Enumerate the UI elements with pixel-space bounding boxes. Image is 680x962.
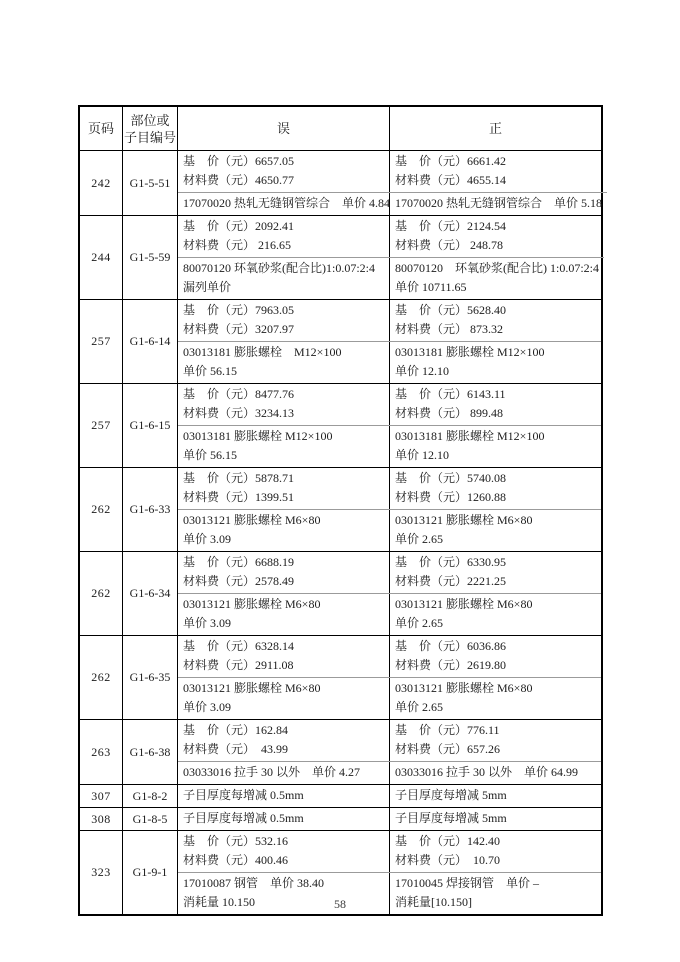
wrong-cell xyxy=(178,384,390,425)
correct-cell xyxy=(390,426,601,467)
row-content xyxy=(178,384,601,467)
correct-text-line: 材料费（元） 10.70 xyxy=(395,853,501,867)
correct-cell xyxy=(390,151,607,192)
wrong-text-line: 材料费（元）400.46 xyxy=(183,853,289,867)
wrong-text-line: 03013121 膨胀螺栓 M6×80 xyxy=(183,513,321,527)
row-subrow xyxy=(178,341,601,383)
wrong-text-line: 基 价（元）532.16 xyxy=(183,834,289,848)
wrong-text-line: 材料费（元） 43.99 xyxy=(183,742,289,756)
errata-table xyxy=(78,105,603,916)
row-page-number: 262 xyxy=(80,552,123,635)
wrong-cell xyxy=(178,151,390,192)
correct-text-line: 材料费（元）4655.14 xyxy=(395,173,507,187)
correct-cell xyxy=(390,510,601,551)
correct-text-line: 03013181 膨胀螺栓 M12×100 xyxy=(395,429,545,443)
correct-text-line: 基 价（元）5628.40 xyxy=(395,303,507,317)
wrong-cell xyxy=(178,678,390,719)
table-row xyxy=(80,150,601,215)
row-page-number: 257 xyxy=(80,300,123,383)
correct-text-line: 单价 12.10 xyxy=(395,448,450,462)
row-item-code: G1-9-1 xyxy=(123,831,178,914)
correct-cell xyxy=(390,258,604,299)
table-row xyxy=(80,719,601,784)
row-subrow xyxy=(178,720,601,761)
table-row xyxy=(80,467,601,551)
correct-cell xyxy=(390,468,601,509)
row-content xyxy=(178,216,604,299)
correct-text-line: 单价 2.65 xyxy=(395,700,444,714)
table-row xyxy=(80,383,601,467)
correct-text-line: 单价 2.65 xyxy=(395,532,444,546)
row-item-code: G1-8-2 xyxy=(123,785,178,807)
correct-text-line: 材料费（元）1260.88 xyxy=(395,490,507,504)
wrong-text-line: 基 价（元）2092.41 xyxy=(183,219,295,233)
wrong-cell xyxy=(178,300,390,341)
row-subrow xyxy=(178,785,601,807)
wrong-text-line: 单价 56.15 xyxy=(183,364,238,378)
wrong-text-line: 03013181 膨胀螺栓 M12×100 xyxy=(183,429,333,443)
table-row xyxy=(80,635,601,719)
row-content xyxy=(178,552,601,635)
correct-text-line: 80070120 环氧砂浆(配合比) 1:0.07:2:4 xyxy=(395,261,599,275)
wrong-text-line: 材料费（元）3234.13 xyxy=(183,406,295,420)
wrong-text-line: 单价 56.15 xyxy=(183,448,238,462)
correct-cell xyxy=(390,762,601,784)
correct-cell xyxy=(390,342,601,383)
correct-text-line: 03013181 膨胀螺栓 M12×100 xyxy=(395,345,545,359)
correct-text-line: 单价 12.10 xyxy=(395,364,450,378)
correct-text-line: 基 价（元）2124.54 xyxy=(395,219,507,233)
wrong-text-line: 材料费（元）2911.08 xyxy=(183,658,294,672)
correct-cell xyxy=(390,300,601,341)
correct-cell xyxy=(390,552,601,593)
row-subrow xyxy=(178,257,604,299)
wrong-text-line: 子目厚度每增减 0.5mm xyxy=(183,811,304,825)
table-row xyxy=(80,299,601,383)
row-item-code: G1-6-15 xyxy=(123,384,178,467)
wrong-text-line: 子目厚度每增减 0.5mm xyxy=(183,788,304,802)
wrong-cell xyxy=(178,636,390,677)
correct-text-line: 材料费（元） 873.32 xyxy=(395,322,504,336)
correct-text-line: 03033016 拉手 30 以外 单价 64.99 xyxy=(395,765,579,779)
wrong-text-line: 基 价（元）5878.71 xyxy=(183,471,295,485)
wrong-text-line: 材料费（元） 216.65 xyxy=(183,238,292,252)
correct-text-line: 材料费（元）2619.80 xyxy=(395,658,507,672)
correct-text-line: 03013121 膨胀螺栓 M6×80 xyxy=(395,513,533,527)
wrong-cell xyxy=(178,808,390,830)
wrong-text-line: 漏列单价 xyxy=(183,280,232,294)
row-content xyxy=(178,808,601,830)
row-subrow xyxy=(178,831,601,872)
correct-text-line: 消耗量[10.150] xyxy=(395,895,472,909)
correct-cell xyxy=(390,594,601,635)
wrong-cell xyxy=(178,762,390,784)
wrong-cell xyxy=(178,552,390,593)
table-row xyxy=(80,807,601,830)
header-correct-column xyxy=(390,107,601,150)
correct-text-line: 03013121 膨胀螺栓 M6×80 xyxy=(395,681,533,695)
correct-text-line: 基 价（元）776.11 xyxy=(395,723,500,737)
header-correct-label: 正 xyxy=(488,121,502,136)
wrong-text-line: 消耗量 10.150 xyxy=(183,895,256,909)
row-page-number: 263 xyxy=(80,720,123,784)
correct-cell xyxy=(390,193,607,215)
correct-text-line: 材料费（元） 248.78 xyxy=(395,238,504,252)
correct-text-line: 基 价（元）6143.11 xyxy=(395,387,506,401)
correct-cell xyxy=(390,384,601,425)
row-subrow xyxy=(178,593,601,635)
correct-text-line: 基 价（元）5740.08 xyxy=(395,471,507,485)
wrong-text-line: 03013121 膨胀螺栓 M6×80 xyxy=(183,681,321,695)
correct-text-line: 子目厚度每增减 5mm xyxy=(395,811,507,825)
table-row xyxy=(80,215,601,299)
wrong-cell xyxy=(178,258,390,299)
correct-cell xyxy=(390,720,601,761)
row-page-number: 323 xyxy=(80,831,123,914)
wrong-text-line: 03013181 膨胀螺栓 M12×100 xyxy=(183,345,342,359)
wrong-text-line: 17070020 热轧无缝钢管综合 单价 4.84 xyxy=(183,196,391,210)
header-wrong-label: 误 xyxy=(276,121,290,136)
row-item-code: G1-6-35 xyxy=(123,636,178,719)
wrong-text-line: 基 价（元）7963.05 xyxy=(183,303,295,317)
correct-cell xyxy=(390,216,604,257)
row-subrow xyxy=(178,468,601,509)
correct-cell xyxy=(390,808,601,830)
wrong-cell xyxy=(178,426,390,467)
row-item-code: G1-6-33 xyxy=(123,468,178,551)
wrong-cell xyxy=(178,216,390,257)
correct-cell xyxy=(390,678,601,719)
row-subrow xyxy=(178,677,601,719)
correct-text-line: 子目厚度每增减 5mm xyxy=(395,788,507,802)
wrong-text-line: 基 价（元）6688.19 xyxy=(183,555,295,569)
correct-cell xyxy=(390,636,601,677)
wrong-text-line: 基 价（元）162.84 xyxy=(183,723,289,737)
row-page-number: 244 xyxy=(80,216,123,299)
wrong-text-line: 基 价（元）6657.05 xyxy=(183,154,295,168)
row-subrow xyxy=(178,509,601,551)
row-item-code: G1-8-5 xyxy=(123,808,178,830)
row-subrow xyxy=(178,216,604,257)
table-row xyxy=(80,551,601,635)
correct-cell xyxy=(390,831,601,872)
row-content xyxy=(178,300,601,383)
wrong-text-line: 80070120 环氧砂浆(配合比)1:0.07:2:4 xyxy=(183,261,375,275)
row-page-number: 257 xyxy=(80,384,123,467)
wrong-text-line: 单价 3.09 xyxy=(183,616,232,630)
correct-text-line: 基 价（元）142.40 xyxy=(395,834,501,848)
header-code-label-line1: 部位或 xyxy=(130,112,170,128)
row-item-code: G1-6-34 xyxy=(123,552,178,635)
wrong-text-line: 材料费（元）3207.97 xyxy=(183,322,295,336)
correct-text-line: 17010045 焊接钢管 单价 – xyxy=(395,876,540,890)
row-subrow xyxy=(178,300,601,341)
table-body xyxy=(80,150,601,914)
correct-text-line: 材料费（元）657.26 xyxy=(395,742,501,756)
row-subrow xyxy=(178,425,601,467)
wrong-text-line: 材料费（元）4650.77 xyxy=(183,173,295,187)
header-code-label-line2: 子目编号 xyxy=(123,129,176,145)
wrong-text-line: 单价 3.09 xyxy=(183,532,232,546)
row-page-number: 307 xyxy=(80,785,123,807)
row-subrow xyxy=(178,761,601,784)
wrong-cell xyxy=(178,831,390,872)
wrong-cell xyxy=(178,510,390,551)
row-page-number: 308 xyxy=(80,808,123,830)
row-content xyxy=(178,636,601,719)
correct-text-line: 03013121 膨胀螺栓 M6×80 xyxy=(395,597,533,611)
row-content xyxy=(178,468,601,551)
header-page-column xyxy=(80,107,123,150)
correct-cell xyxy=(390,785,601,807)
header-page-label: 页码 xyxy=(87,121,114,136)
correct-text-line: 基 价（元）6330.95 xyxy=(395,555,507,569)
wrong-cell xyxy=(178,785,390,807)
row-item-code: G1-5-51 xyxy=(123,151,178,215)
correct-text-line: 基 价（元）6661.42 xyxy=(395,154,507,168)
row-content xyxy=(178,720,601,784)
wrong-text-line: 03013121 膨胀螺栓 M6×80 xyxy=(183,597,321,611)
wrong-text-line: 03033016 拉手 30 以外 单价 4.27 xyxy=(183,765,361,779)
wrong-cell xyxy=(178,594,390,635)
page-number: 58 xyxy=(334,897,346,911)
correct-text-line: 基 价（元）6036.86 xyxy=(395,639,507,653)
row-content xyxy=(178,785,601,807)
correct-text-line: 单价 10711.65 xyxy=(395,280,467,294)
wrong-text-line: 材料费（元）1399.51 xyxy=(183,490,295,504)
correct-text-line: 单价 2.65 xyxy=(395,616,444,630)
row-page-number: 242 xyxy=(80,151,123,215)
table-header xyxy=(80,107,601,150)
row-subrow xyxy=(178,808,601,830)
header-wrong-column xyxy=(178,107,390,150)
row-subrow xyxy=(178,151,607,192)
wrong-text-line: 17010087 钢管 单价 38.40 xyxy=(183,876,325,890)
wrong-cell xyxy=(178,720,390,761)
row-page-number: 262 xyxy=(80,468,123,551)
wrong-text-line: 基 价（元）6328.14 xyxy=(183,639,295,653)
wrong-text-line: 基 价（元）8477.76 xyxy=(183,387,295,401)
row-subrow xyxy=(178,552,601,593)
row-content xyxy=(178,151,607,215)
row-subrow xyxy=(178,636,601,677)
row-page-number: 262 xyxy=(80,636,123,719)
row-item-code: G1-5-59 xyxy=(123,216,178,299)
wrong-text-line: 单价 3.09 xyxy=(183,700,232,714)
correct-text-line: 17070020 热轧无缝钢管综合 单价 5.18 xyxy=(395,196,603,210)
wrong-cell xyxy=(178,193,390,215)
correct-text-line: 材料费（元） 899.48 xyxy=(395,406,504,420)
row-item-code: G1-6-38 xyxy=(123,720,178,784)
correct-text-line: 材料费（元）2221.25 xyxy=(395,574,507,588)
wrong-cell xyxy=(178,468,390,509)
table-row xyxy=(80,784,601,807)
wrong-text-line: 材料费（元）2578.49 xyxy=(183,574,295,588)
row-subrow xyxy=(178,384,601,425)
row-subrow xyxy=(178,192,607,215)
row-item-code: G1-6-14 xyxy=(123,300,178,383)
header-code-column xyxy=(123,107,178,150)
wrong-cell xyxy=(178,342,390,383)
